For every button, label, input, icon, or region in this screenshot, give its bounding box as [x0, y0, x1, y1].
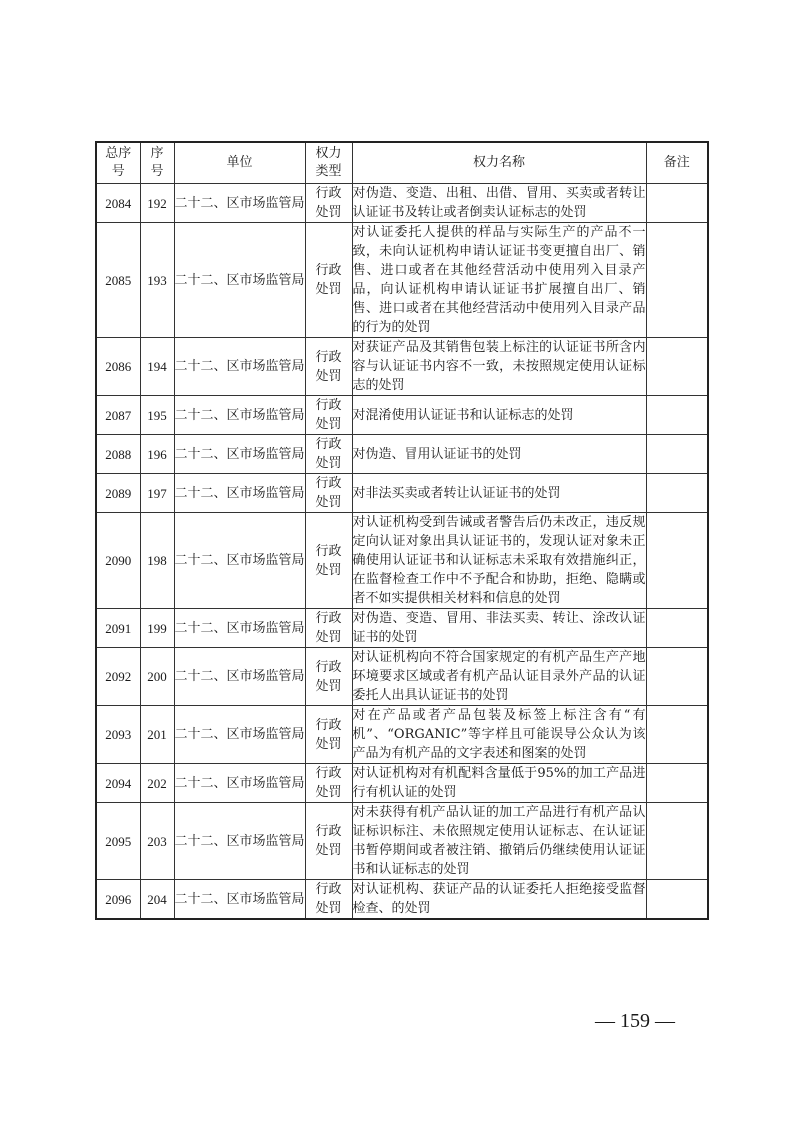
- cell-remark: [646, 513, 708, 609]
- table-row: [96, 764, 708, 803]
- cell-power-type: 行政处罚: [305, 435, 352, 474]
- table-row: [96, 803, 708, 880]
- cell-power-name: 对获证产品及其销售包装上标注的认证证书所含内容与认证证书内容不一致，未按照规定使用认证标志的处罚: [352, 338, 646, 396]
- cell-power-type: 行政处罚: [305, 609, 352, 648]
- cell-total-no: 2095: [96, 803, 140, 880]
- cell-power-name: 对伪造、变造、出租、出借、冒用、买卖或者转让认证证书及转让或者倒卖认证标志的处罚: [352, 184, 646, 223]
- cell-remark: [646, 223, 708, 338]
- table-row: [96, 880, 708, 920]
- cell-seq-no: 199: [140, 609, 174, 648]
- cell-power-name: 对认证委托人提供的样品与实际生产的产品不一致，未向认证机构申请认证证书变更擅自出厂、销售、进口或者在其他经营活动中使用列入目录产品，向认证机构申请认证证书扩展擅自出厂、销售、进口或者在其他经营活动中使用列入目录产品的行为的处罚: [352, 223, 646, 338]
- cell-unit: 二十二、区市场监管局: [174, 396, 305, 435]
- cell-unit: 二十二、区市场监管局: [174, 474, 305, 513]
- cell-unit: 二十二、区市场监管局: [174, 435, 305, 474]
- cell-seq-no: 195: [140, 396, 174, 435]
- cell-total-no: 2089: [96, 474, 140, 513]
- cell-power-type: 行政处罚: [305, 513, 352, 609]
- cell-power-name: 对认证机构对有机配料含量低于95%的加工产品进行有机认证的处罚: [352, 764, 646, 803]
- cell-power-name: 对混淆使用认证证书和认证标志的处罚: [352, 396, 646, 435]
- cell-total-no: 2088: [96, 435, 140, 474]
- cell-power-name: 对认证机构、获证产品的认证委托人拒绝接受监督检查、的处罚: [352, 880, 646, 920]
- table-row: [96, 609, 708, 648]
- header-seq-no: 序号: [140, 142, 174, 184]
- cell-total-no: 2091: [96, 609, 140, 648]
- cell-remark: [646, 803, 708, 880]
- cell-remark: [646, 338, 708, 396]
- cell-power-type: 行政处罚: [305, 474, 352, 513]
- table-row: [96, 474, 708, 513]
- cell-remark: [646, 435, 708, 474]
- cell-power-type: 行政处罚: [305, 338, 352, 396]
- cell-seq-no: 198: [140, 513, 174, 609]
- cell-power-type: 行政处罚: [305, 396, 352, 435]
- page-number: — 159 —: [595, 1010, 675, 1032]
- cell-total-no: 2087: [96, 396, 140, 435]
- cell-unit: 二十二、区市场监管局: [174, 880, 305, 920]
- cell-power-type: 行政处罚: [305, 880, 352, 920]
- power-list-table: [95, 141, 709, 920]
- header-power-name: 权力名称: [352, 142, 646, 184]
- header-unit: 单位: [174, 142, 305, 184]
- header-power-type: 权力类型: [305, 142, 352, 184]
- cell-unit: 二十二、区市场监管局: [174, 609, 305, 648]
- table-row: [96, 396, 708, 435]
- cell-total-no: 2085: [96, 223, 140, 338]
- cell-power-name: 对伪造、冒用认证证书的处罚: [352, 435, 646, 474]
- cell-power-type: 行政处罚: [305, 184, 352, 223]
- cell-total-no: 2096: [96, 880, 140, 920]
- table-row: [96, 184, 708, 223]
- cell-remark: [646, 474, 708, 513]
- cell-unit: 二十二、区市场监管局: [174, 513, 305, 609]
- table-row: [96, 648, 708, 706]
- cell-power-type: 行政处罚: [305, 706, 352, 764]
- cell-total-no: 2093: [96, 706, 140, 764]
- cell-power-type: 行政处罚: [305, 648, 352, 706]
- cell-remark: [646, 396, 708, 435]
- cell-remark: [646, 880, 708, 920]
- cell-seq-no: 194: [140, 338, 174, 396]
- cell-seq-no: 193: [140, 223, 174, 338]
- cell-unit: 二十二、区市场监管局: [174, 764, 305, 803]
- table-row: [96, 338, 708, 396]
- cell-remark: [646, 609, 708, 648]
- cell-seq-no: 202: [140, 764, 174, 803]
- table-row: [96, 435, 708, 474]
- cell-seq-no: 197: [140, 474, 174, 513]
- header-total-no: 总序号: [96, 142, 140, 184]
- cell-power-name: 对在产品或者产品包装及标签上标注含有“有机”、“ORGANIC”等字样且可能误导公众认为该产品为有机产品的文字表述和图案的处罚: [352, 706, 646, 764]
- table-row: [96, 223, 708, 338]
- cell-unit: 二十二、区市场监管局: [174, 648, 305, 706]
- table-row: [96, 513, 708, 609]
- table-header-row: [96, 142, 708, 184]
- cell-total-no: 2084: [96, 184, 140, 223]
- cell-power-name: 对伪造、变造、冒用、非法买卖、转让、涂改认证证书的处罚: [352, 609, 646, 648]
- cell-total-no: 2092: [96, 648, 140, 706]
- cell-power-type: 行政处罚: [305, 223, 352, 338]
- cell-power-type: 行政处罚: [305, 764, 352, 803]
- cell-seq-no: 203: [140, 803, 174, 880]
- header-remark: 备注: [646, 142, 708, 184]
- cell-remark: [646, 648, 708, 706]
- cell-seq-no: 204: [140, 880, 174, 920]
- cell-total-no: 2094: [96, 764, 140, 803]
- cell-total-no: 2090: [96, 513, 140, 609]
- cell-remark: [646, 706, 708, 764]
- cell-unit: 二十二、区市场监管局: [174, 803, 305, 880]
- cell-remark: [646, 764, 708, 803]
- cell-power-name: 对未获得有机产品认证的加工产品进行有机产品认证标识标注、未依照规定使用认证标志、在认证证书暂停期间或者被注销、撤销后仍继续使用认证证书和认证标志的处罚: [352, 803, 646, 880]
- cell-seq-no: 196: [140, 435, 174, 474]
- cell-power-name: 对非法买卖或者转让认证证书的处罚: [352, 474, 646, 513]
- cell-unit: 二十二、区市场监管局: [174, 184, 305, 223]
- cell-total-no: 2086: [96, 338, 140, 396]
- cell-power-type: 行政处罚: [305, 803, 352, 880]
- table-row: [96, 706, 708, 764]
- cell-seq-no: 201: [140, 706, 174, 764]
- cell-power-name: 对认证机构向不符合国家规定的有机产品生产产地环境要求区域或者有机产品认证目录外产品的认证委托人出具认证证书的处罚: [352, 648, 646, 706]
- cell-seq-no: 200: [140, 648, 174, 706]
- cell-power-name: 对认证机构受到告诫或者警告后仍未改正，违反规定向认证对象出具认证证书的，发现认证对象未正确使用认证证书和认证标志未采取有效措施纠正，在监督检查工作中不予配合和协助，拒绝、隐瞒或者不如实提供相关材料和信息的处罚: [352, 513, 646, 609]
- cell-remark: [646, 184, 708, 223]
- cell-seq-no: 192: [140, 184, 174, 223]
- cell-unit: 二十二、区市场监管局: [174, 338, 305, 396]
- cell-unit: 二十二、区市场监管局: [174, 223, 305, 338]
- cell-unit: 二十二、区市场监管局: [174, 706, 305, 764]
